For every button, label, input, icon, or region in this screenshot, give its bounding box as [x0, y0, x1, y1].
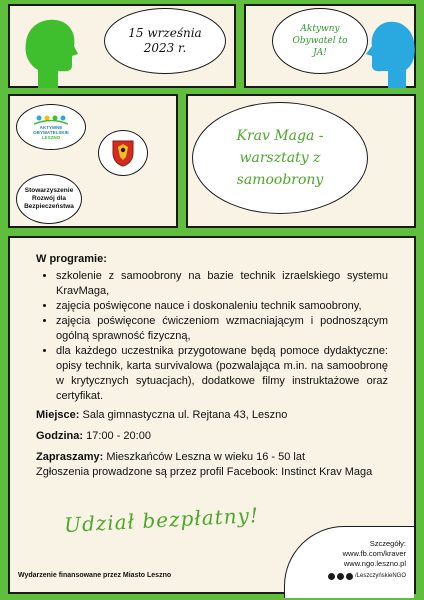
org-name: Stowarzyszenie Rozwój dla Bezpieczeństwa [24, 187, 74, 210]
place-line [36, 408, 388, 423]
logo-text-leszno: LESZNO [41, 134, 61, 140]
program-content [36, 252, 388, 486]
registration-line: Zgłoszenia prowadzone są przez profil Facebook: Instinct Krav Maga [36, 466, 373, 478]
instagram-icon[interactable] [337, 573, 344, 580]
program-heading: W programie: [36, 253, 107, 265]
contact-social-row [285, 571, 406, 581]
program-list [36, 269, 388, 404]
program-item: • dla każdego uczestnika przygotowane będą pomoce dydaktyczne: opisy technik, karta survivalowa (pozwalająca m.in. na samoobronę w krytycznych sytuacjach), dodatkowe filmy instruktażowe oraz certyfikat. [56, 344, 388, 404]
time-label: Godzina: [36, 430, 84, 442]
program-item: • szkolenie z samoobrony na bazie technik izraelskiego systemu KravMaga, [56, 269, 388, 299]
place-label: Miejsce: [36, 409, 80, 421]
free-participation-text: Udział bezpłatny! [63, 502, 260, 538]
event-date: 15 września 2023 r. [128, 26, 202, 55]
invite-line [36, 450, 388, 465]
leszno-coat-of-arms-icon [111, 139, 135, 167]
invite-value: Mieszkańców Leszna w wieku 16 - 50 lat [106, 451, 306, 463]
aktywne-figures-icon [34, 115, 68, 125]
time-line [36, 429, 388, 444]
coat-of-arms-bubble [98, 130, 148, 176]
place-value: Sala gimnastyczna ul. Rejtana 43, Leszno [82, 409, 288, 421]
slogan-text: Aktywny Obywatel to JA! [292, 24, 348, 58]
org-bubble [16, 174, 82, 224]
time-value: 17:00 - 20:00 [86, 430, 151, 442]
head-silhouette-right-icon [366, 14, 416, 88]
logo-text-obywatelskie: OBYWATELSKIE [33, 129, 69, 135]
date-bubble [104, 8, 226, 74]
event-title: Krav Maga - warsztaty z samoobrony [236, 128, 324, 188]
social-handle: /LeszczyńskieNGO [354, 573, 406, 579]
invite-label: Zapraszamy: [36, 451, 104, 463]
facebook-icon[interactable] [328, 573, 335, 580]
contact-website-link[interactable]: www.ngo.leszno.pl [343, 559, 406, 568]
contact-heading: Szczegóły: [369, 539, 406, 548]
aktywne-leszno-logo [16, 104, 86, 150]
title-bubble [192, 102, 368, 214]
youtube-icon[interactable] [346, 573, 353, 580]
funded-by-text: Wydarzenie finansowane przez Miasto Leszno [18, 572, 172, 579]
slogan-bubble [272, 8, 368, 74]
program-item: • zajęcia poświęcone nauce i doskonaleniu technik samoobrony, [56, 299, 388, 314]
logo-text-aktywne: AKTYWNE [39, 124, 63, 130]
contact-facebook-link[interactable]: www.fb.com/kraver [342, 549, 406, 558]
head-silhouette-left-icon [20, 14, 80, 88]
program-item: • zajęcia poświęcone ćwiczeniom wzmacniającym i podnoszącym ogólną sprawność fizyczną, [56, 314, 388, 344]
